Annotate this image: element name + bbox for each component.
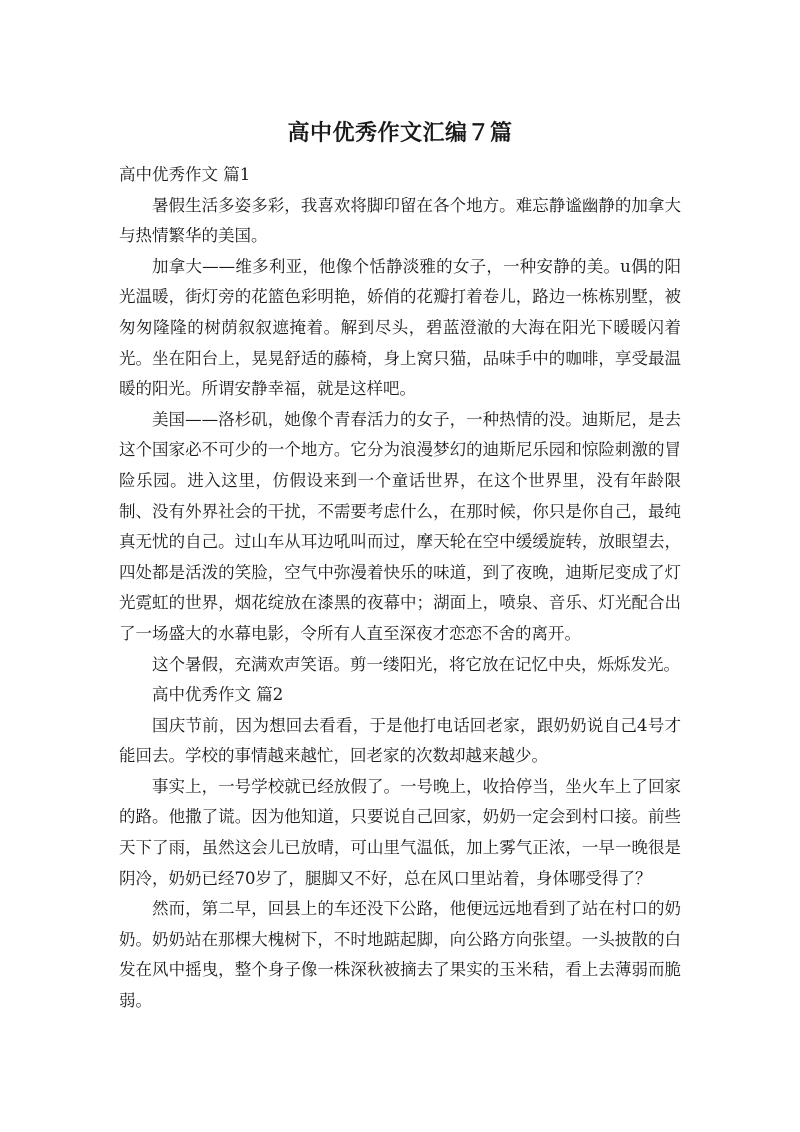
paragraph: 国庆节前，因为想回去看看，于是他打电话回老家，跟奶奶说自己4号才能回去。学校的事情越来越忙，回老家的次数却越来越少。 — [119, 715, 681, 766]
document-body — [119, 160, 681, 1017]
section-heading-2: 高中优秀作文 篇2 — [152, 685, 284, 705]
paragraph: 暑假生活多姿多彩，我喜欢将脚印留在各个地方。难忘静谧幽静的加拿大与热情繁华的美国。 — [119, 195, 681, 246]
document-title: 高中优秀作文汇编７篇 — [287, 121, 513, 146]
paragraph: 加拿大——维多利亚，他像个恬静淡雅的女子，一种安静的美。u偶的阳光温暖，街灯旁的花篮色彩明艳，娇俏的花瓣打着卷儿，路边一栋栋别墅，被匆匆隆隆的树荫叙叙遮掩着。解到尽头，碧蓝澄澈的大海在阳光下暖暖闪着光。坐在阳台上，晃晃舒适的藤椅，身上窝只猫，品味手中的咖啡，享受最温暖的阳光。所谓安静幸福，就是这样吧。 — [119, 256, 681, 399]
paragraph: 这个暑假，充满欢声笑语。剪一缕阳光，将它放在记忆中央，烁烁发光。 — [152, 654, 680, 674]
section-heading-1: 高中优秀作文 篇1 — [119, 165, 251, 184]
paragraph: 事实上，一号学校就已经放假了。一号晚上，收拾停当，坐火车上了回家的路。他撒了谎。因为他知道，只要说自己回家，奶奶一定会到村口接。前些天下了雨，虽然这会儿已放晴，可山里气温低，加上雾气正浓，一早一晚很是阴冷，奶奶已经70岁了，腿脚又不好，总在风口里站着，身体哪受得了？ — [119, 776, 681, 888]
paragraph: 美国——洛杉矶，她像个青春活力的女子，一种热情的没。迪斯尼，是去这个国家必不可少的一个地方。它分为浪漫梦幻的迪斯尼乐园和惊险刺激的冒险乐园。进入这里，仿假设来到一个童话世界，在这个世界里，没有年龄限制、没有外界社会的干扰，不需要考虑什么，在那时候，你只是你自己，最纯真无忧的自己。过山车从耳边吼叫而过，摩天轮在空中缓缓旋转，放眼望去，四处都是活泼的笑脸，空气中弥漫着快乐的味道，到了夜晚，迪斯尼变成了灯光霓虹的世界，烟花绽放在漆黑的夜幕中；湖面上，喷泉、音乐、灯光配合出了一场盛大的水幕电影，令所有人直至深夜才恋恋不舍的离开。 — [119, 409, 681, 643]
paragraph: 然而，第二早，回县上的车还没下公路，他便远远地看到了站在村口的奶奶。奶奶站在那棵大槐树下，不时地踮起脚，向公路方向张望。一头披散的白发在风中摇曳，整个身子像一株深秋被摘去了果实的玉米秸，看上去薄弱而脆弱。 — [119, 899, 681, 1011]
